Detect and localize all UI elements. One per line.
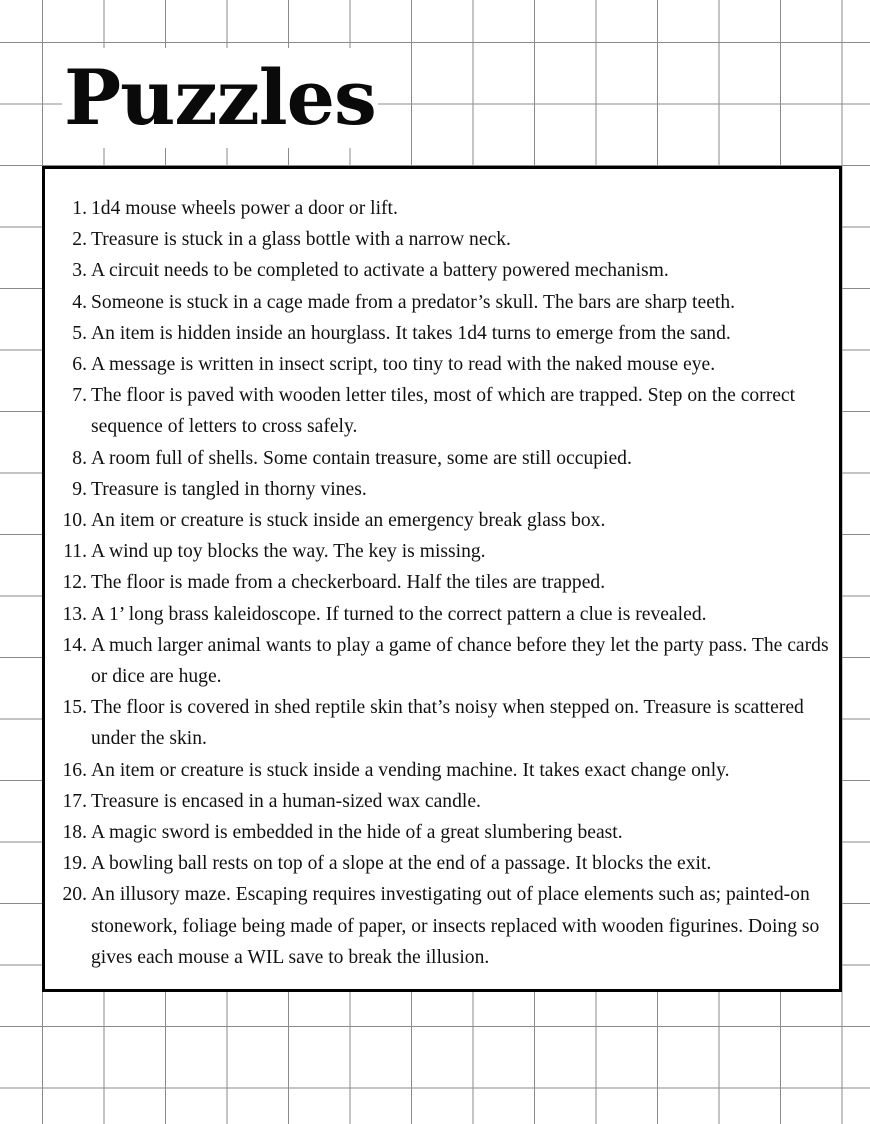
item-number: 11. xyxy=(63,541,87,563)
item-number: 13. xyxy=(62,603,87,625)
item-number: 10. xyxy=(62,510,87,532)
item-text: The floor is covered in shed reptile skin that’s noisy when stepped on. Treasure is scattered under the skin. xyxy=(91,697,804,750)
list-item xyxy=(45,443,839,474)
item-text: A bowling ball rests on top of a slope at the end of a passage. It blocks the exit. xyxy=(91,853,712,875)
list-item xyxy=(45,193,839,224)
list-item xyxy=(45,692,839,754)
list-item xyxy=(45,879,839,973)
list-item xyxy=(45,755,839,786)
item-text: The floor is paved with wooden letter tiles, most of which are trapped. Step on the correct sequence of letters to cross safely. xyxy=(91,385,796,438)
item-number: 18. xyxy=(62,822,87,844)
list-item xyxy=(45,630,839,692)
item-text: A much larger animal wants to play a game of chance before they let the party pass. The cards or dice are huge. xyxy=(91,634,829,688)
item-text: Treasure is tangled in thorny vines. xyxy=(91,478,367,500)
list-item xyxy=(45,567,839,598)
item-text: An item is hidden inside an hourglass. It takes 1d4 turns to emerge from the sand. xyxy=(91,322,731,344)
item-number: 16. xyxy=(62,759,87,781)
item-number: 1. xyxy=(72,198,87,219)
item-number: 4. xyxy=(72,291,87,313)
puzzle-list-box xyxy=(42,166,842,992)
item-text: Someone is stuck in a cage made from a predator’s skull. The bars are sharp teeth. xyxy=(91,291,736,313)
item-text: An item or creature is stuck inside a vending machine. It takes exact change only. xyxy=(91,759,730,781)
item-text: An item or creature is stuck inside an emergency break glass box. xyxy=(91,510,606,532)
item-number: 3. xyxy=(72,260,87,282)
item-number: 19. xyxy=(62,853,87,875)
item-text: Treasure is stuck in a glass bottle with a narrow neck. xyxy=(91,229,511,251)
item-number: 20. xyxy=(62,884,87,906)
item-text: A room full of shells. Some contain treasure, some are still occupied. xyxy=(91,447,632,469)
list-item xyxy=(45,848,839,879)
item-text: An illusory maze. Escaping requires investigating out of place elements such as; painted-on stonework, foliage being made of paper, or insects replaced with wooden figurines. Doing so gives each mouse a WIL save to break the illusion. xyxy=(91,884,820,968)
item-number: 14. xyxy=(62,634,87,656)
list-item xyxy=(45,474,839,505)
item-text: A 1’ long brass kaleidoscope. If turned to the correct pattern a clue is revealed. xyxy=(91,603,707,625)
item-number: 12. xyxy=(62,572,87,594)
item-number: 17. xyxy=(62,790,87,812)
item-number: 6. xyxy=(72,354,87,376)
list-item xyxy=(45,349,839,380)
item-text: The floor is made from a checkerboard. Half the tiles are trapped. xyxy=(91,572,606,594)
list-item xyxy=(45,505,839,536)
item-text: Treasure is encased in a human-sized wax candle. xyxy=(91,790,481,812)
list-item xyxy=(45,318,839,349)
item-text: 1d4 mouse wheels power a door or lift. xyxy=(91,198,398,219)
list-item xyxy=(45,786,839,817)
item-number: 7. xyxy=(72,385,87,407)
item-number: 8. xyxy=(72,447,87,469)
list-item xyxy=(45,599,839,630)
list-item xyxy=(45,224,839,255)
item-number: 15. xyxy=(62,697,87,719)
list-item xyxy=(45,817,839,848)
item-text: A magic sword is embedded in the hide of a great slumbering beast. xyxy=(91,822,623,844)
page-title: Puzzles xyxy=(62,48,378,148)
item-number: 9. xyxy=(72,478,87,500)
list-item xyxy=(45,536,839,567)
item-text: A wind up toy blocks the way. The key is missing. xyxy=(91,541,486,563)
item-number: 5. xyxy=(72,322,87,344)
list-item xyxy=(45,255,839,286)
list-item xyxy=(45,287,839,318)
item-text: A circuit needs to be completed to activate a battery powered mechanism. xyxy=(91,260,669,282)
list-item xyxy=(45,380,839,442)
puzzle-list xyxy=(45,169,839,973)
item-text: A message is written in insect script, too tiny to read with the naked mouse eye. xyxy=(91,354,716,376)
item-number: 2. xyxy=(72,229,87,251)
